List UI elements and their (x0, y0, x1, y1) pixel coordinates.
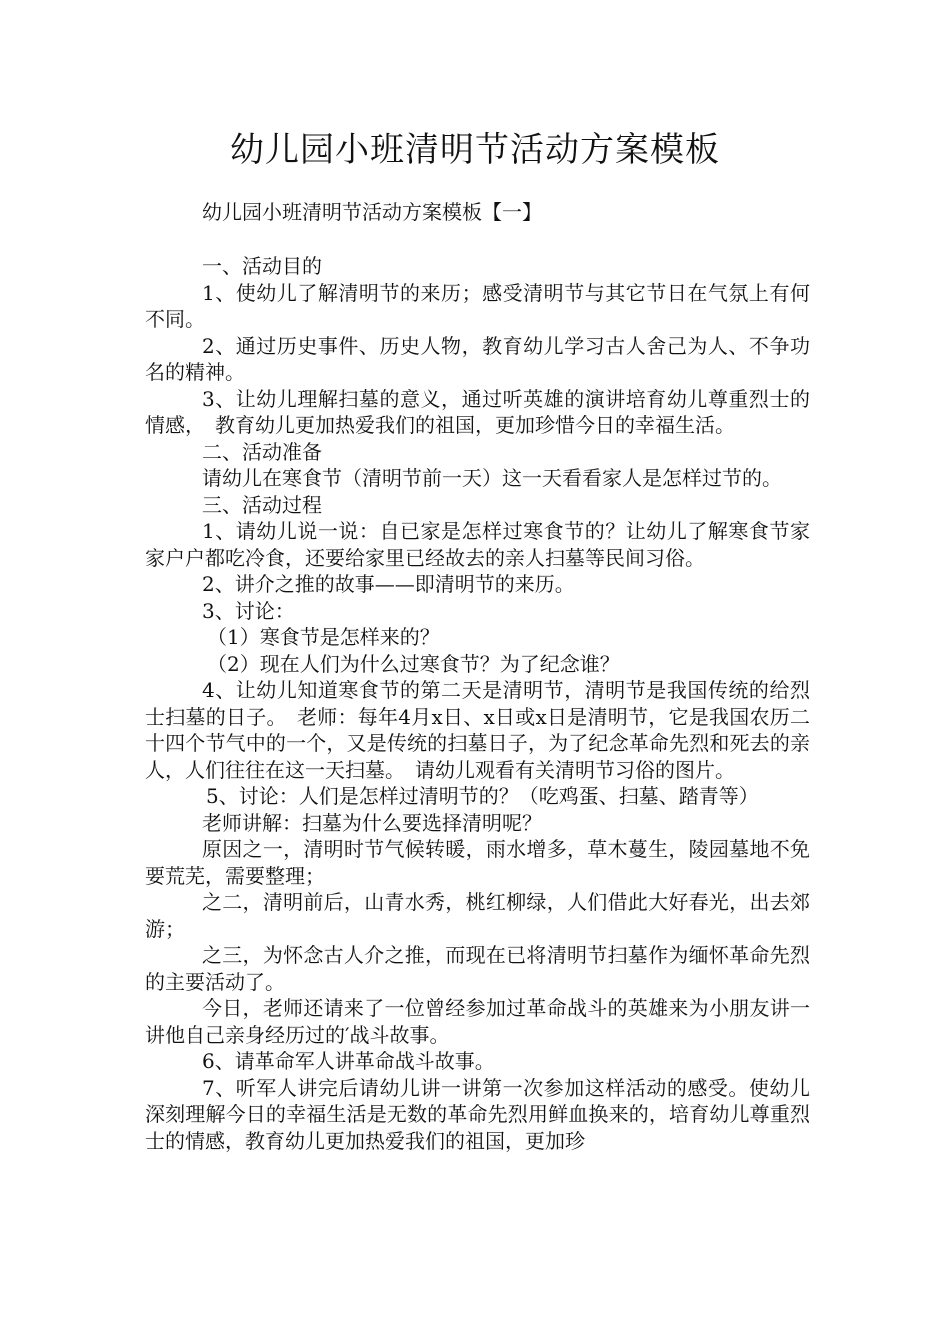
process-step-2: 2、讲介之推的故事——即清明节的来历。 (202, 572, 575, 596)
goal-item-1: 1、使幼儿了解清明节的来历；感受清明节与其它节日在气氛上有何不同。 (145, 280, 810, 331)
process-step-6: 6、请革命军人讲革命战斗故事。 (202, 1049, 495, 1073)
process-step-7: 7、听军人讲完后请幼儿讲一讲第一次参加这样活动的感受。使幼儿深刻理解今日的幸福生活是无数的革命先烈用鲜血换来的，培育幼儿尊重烈士的情感，教育幼儿更加热爱我们的祖国，更加珍 (145, 1075, 810, 1153)
process-step-5: 5、讨论：人们是怎样过清明节的？（吃鸡蛋、扫墓、踏青等） (206, 784, 759, 808)
reason-3: 之三，为怀念古人介之推，而现在已将清明节扫墓作为缅怀革命先烈的主要活动了。 (145, 943, 810, 994)
reason-1: 原因之一，清明时节气候转暖，雨水增多，草木蔓生，陵园墓地不免要荒芜，需要整理； (145, 837, 810, 888)
goal-item-3: 3、让幼儿理解扫墓的意义，通过听英雄的演讲培育幼儿尊重烈士的情感， 教育幼儿更加热爱我们的祖国，更加珍惜今日的幸福生活。 (145, 386, 810, 437)
hero-introduction: 今日，老师还请来了一位曾经参加过革命战斗的英雄来为小朋友讲一讲他自己亲身经历过的′战斗故事。 (145, 996, 810, 1047)
teacher-explanation: 老师讲解：扫墓为什么要选择清明呢？ (202, 810, 542, 835)
process-step-3: 3、讨论： (202, 598, 295, 623)
discussion-question-2: （2）现在人们为什么过寒食节？为了纪念谁？ (207, 651, 620, 676)
heading-activity-goals: 一、活动目的 (202, 254, 322, 278)
section-heading: 幼儿园小班清明节活动方案模板【一】 (202, 200, 542, 224)
heading-activity-preparation: 二、活动准备 (202, 439, 322, 464)
discussion-question-1: （1）寒食节是怎样来的？ (207, 625, 440, 649)
process-step-4: 4、让幼儿知道寒食节的第二天是清明节，清明节是我国传统的给烈士扫墓的日子。 老师：每年4月x日、x日或x日是清明节，它是我国农历二十四个节气中的一个，又是传统的扫墓日子，为了纪念革命先烈和死去的亲人，人们往往在这一天扫墓。 请幼儿观看有关清明节习俗的图片。 (145, 678, 810, 782)
reason-2: 之二，清明前后，山青水秀，桃红柳绿，人们借此大好春光，出去郊游； (145, 890, 810, 941)
preparation-text: 请幼儿在寒食节（清明节前一天）这一天看看家人是怎样过节的。 (202, 466, 782, 490)
process-step-1: 1、请幼儿说一说：自已家是怎样过寒食节的？让幼儿了解寒食节家家户户都吃冷食，还要给家里已经故去的亲人扫墓等民间习俗。 (145, 519, 810, 570)
heading-activity-process: 三、活动过程 (202, 492, 322, 517)
document-body (145, 197, 810, 1154)
goal-item-2: 2、通过历史事件、历史人物，教育幼儿学习古人舍己为人、不争功名的精神。 (145, 333, 810, 384)
document-title: 幼儿园小班清明节活动方案模板 (230, 130, 720, 170)
